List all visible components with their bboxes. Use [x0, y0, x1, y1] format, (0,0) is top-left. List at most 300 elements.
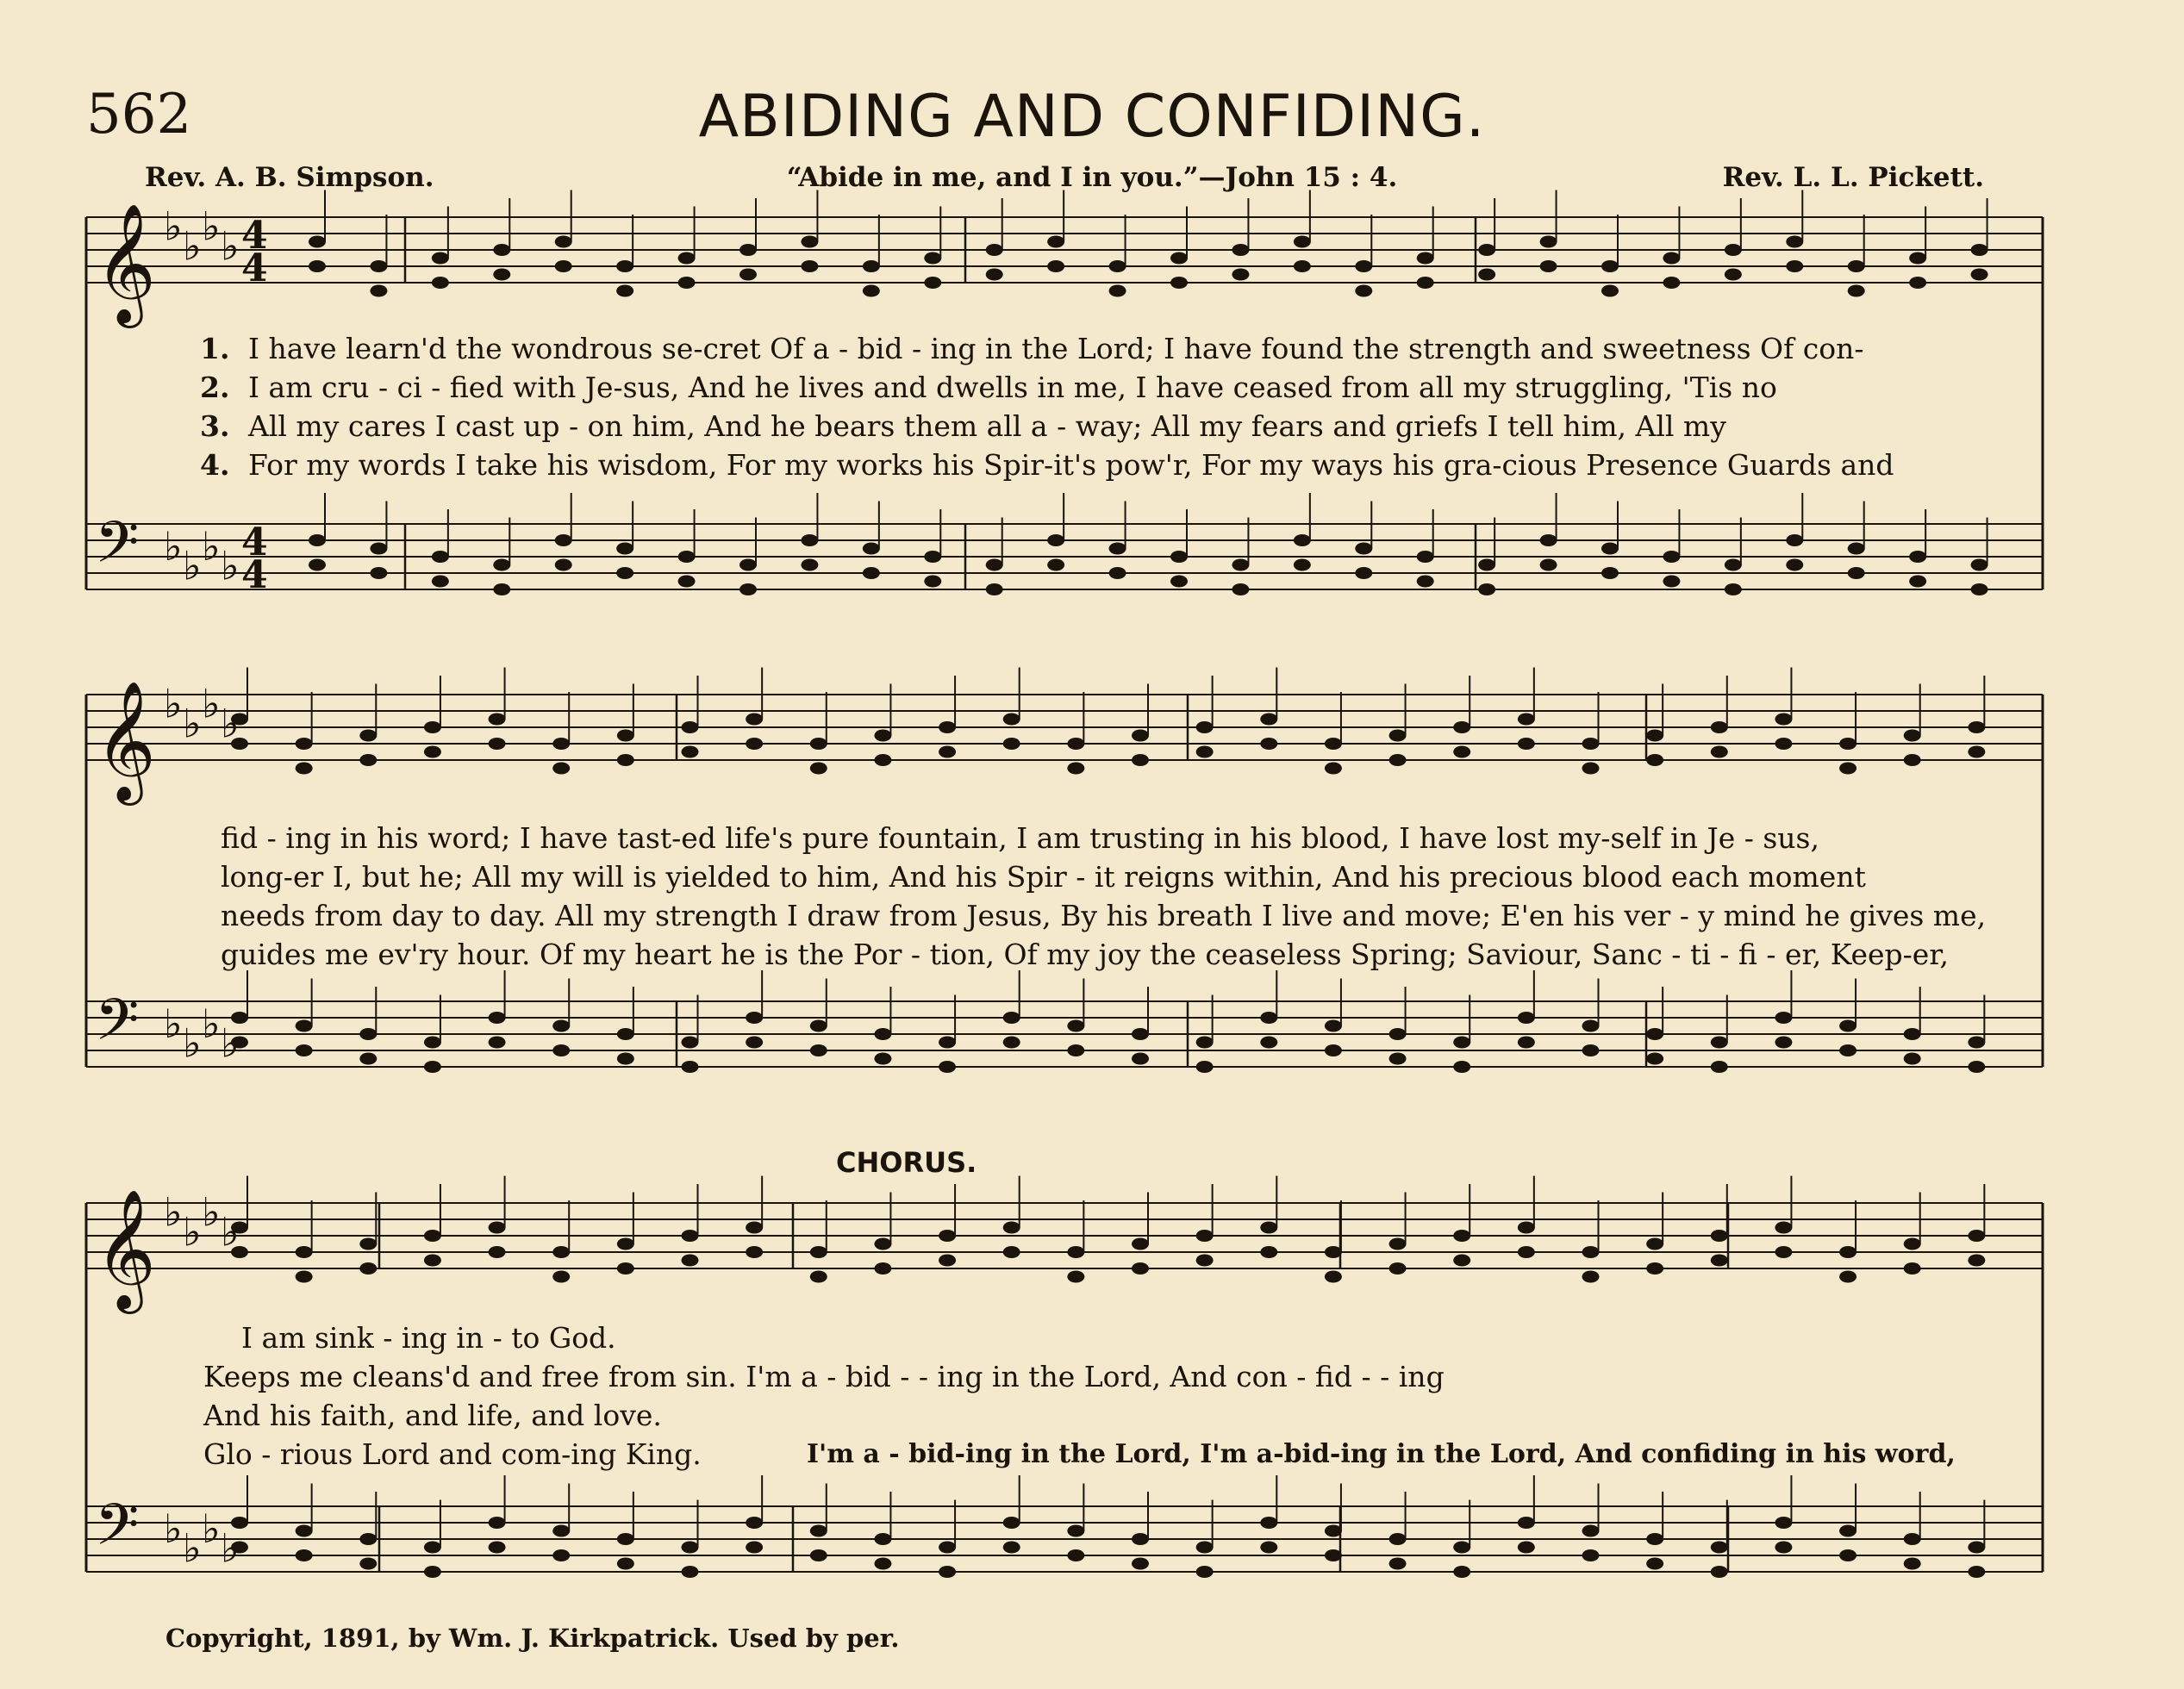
- note-head: [1646, 1028, 1663, 1040]
- note-head: [810, 738, 827, 750]
- note-head: [1582, 1549, 1600, 1561]
- note-head: [874, 1053, 891, 1065]
- note-head: [1711, 1230, 1728, 1242]
- flat-icon: ♭: [164, 1188, 183, 1236]
- note-head: [1389, 1558, 1407, 1570]
- note-head: [746, 738, 763, 750]
- note-head: [939, 1230, 956, 1242]
- flat-icon: ♭: [221, 1208, 240, 1256]
- note-head: [493, 244, 510, 256]
- note-head: [1839, 1246, 1856, 1258]
- note-head: [746, 1037, 763, 1049]
- note-head: [489, 1037, 506, 1049]
- note-head: [1453, 721, 1470, 733]
- note-head: [1582, 1271, 1600, 1283]
- note-head: [1971, 269, 1988, 281]
- note-head: [1909, 551, 1926, 563]
- flat-icon: ♭: [221, 1524, 240, 1572]
- note-head: [1909, 277, 1926, 289]
- note-head: [489, 1246, 506, 1258]
- note-head: [1711, 1061, 1728, 1073]
- note-head: [746, 1222, 763, 1234]
- note-head: [810, 1020, 827, 1032]
- note-head: [424, 1566, 441, 1578]
- note-head: [1260, 1037, 1277, 1049]
- verse-1-line-1: [200, 329, 1864, 368]
- note-head: [1196, 746, 1214, 758]
- flat-icon: ♭: [202, 1000, 221, 1047]
- note-head: [1132, 730, 1149, 742]
- verse-text: I am cru - ci - fied with Je-sus, And he lives and dwells in me, I have ceased from all my struggling, 'Tis no: [248, 371, 1777, 404]
- note-head: [810, 1525, 827, 1537]
- note-head: [1478, 559, 1495, 571]
- note-head: [1260, 1517, 1277, 1529]
- note-head: [1909, 252, 1926, 265]
- note-head: [1663, 551, 1680, 563]
- note-head: [810, 1271, 827, 1283]
- note-head: [1839, 1020, 1856, 1032]
- note-head: [1518, 1246, 1535, 1258]
- note-head: [1389, 1533, 1407, 1545]
- note-head: [309, 534, 326, 546]
- note-head: [874, 730, 891, 742]
- note-head: [617, 1028, 634, 1040]
- note-head: [1196, 1566, 1214, 1578]
- note-head: [552, 1525, 570, 1537]
- note-head: [1417, 252, 1434, 265]
- note-head: [432, 576, 449, 588]
- note-head: [1582, 763, 1600, 775]
- note-head: [1417, 551, 1434, 563]
- note-head: [746, 714, 763, 726]
- chorus-lyric-line: I'm a - bid-ing in the Lord, I'm a-bid-ing in the Lord, And confiding in his word,: [807, 1439, 1956, 1469]
- page-number: 562: [86, 83, 192, 146]
- note-head: [1003, 1246, 1020, 1258]
- note-head: [1968, 746, 1985, 758]
- note-head: [746, 1517, 763, 1529]
- note-head: [1786, 559, 1803, 571]
- note-head: [939, 1255, 956, 1267]
- copyright-notice: Copyright, 1891, by Wm. J. Kirkpatrick. Used by per.: [165, 1624, 900, 1653]
- note-head: [682, 1230, 699, 1242]
- note-head: [616, 543, 633, 555]
- note-head: [986, 559, 1003, 571]
- note-head: [370, 260, 387, 272]
- note-head: [682, 746, 699, 758]
- note-head: [1325, 738, 1342, 750]
- bass-clef-icon: 𝄢: [95, 509, 140, 589]
- note-head: [939, 746, 956, 758]
- note-head: [1968, 1566, 1985, 1578]
- note-head: [432, 252, 449, 265]
- note-head: [432, 551, 449, 563]
- note-head: [296, 1020, 313, 1032]
- treble-clef-icon: 𝄞: [95, 203, 156, 323]
- note-head: [1067, 1525, 1084, 1537]
- note-head: [1582, 1525, 1600, 1537]
- flat-icon: ♭: [183, 1019, 202, 1067]
- note-head: [1646, 754, 1663, 766]
- flat-icon: ♭: [202, 203, 221, 250]
- note-head: [986, 269, 1003, 281]
- note-head: [1196, 721, 1214, 733]
- note-head: [1132, 1238, 1149, 1250]
- note-head: [1904, 1533, 1921, 1545]
- note-head: [1786, 260, 1803, 272]
- note-head: [746, 1012, 763, 1024]
- note-head: [1132, 1262, 1149, 1275]
- flat-icon: ♭: [202, 1505, 221, 1552]
- verse-4-line-1: [200, 446, 1894, 484]
- note-head: [1601, 285, 1619, 297]
- note-head: [489, 1222, 506, 1234]
- note-head: [1196, 1542, 1214, 1554]
- time-signature: 4: [241, 520, 268, 564]
- note-head: [1453, 1255, 1470, 1267]
- note-head: [863, 567, 880, 579]
- note-head: [874, 1533, 891, 1545]
- note-head: [1294, 534, 1311, 546]
- note-head: [1909, 576, 1926, 588]
- note-head: [682, 1542, 699, 1554]
- verse-1-line-3: I am sink - ing in - to God.: [241, 1321, 616, 1355]
- note-head: [359, 1533, 377, 1545]
- note-head: [1646, 1262, 1663, 1275]
- note-head: [939, 1542, 956, 1554]
- note-head: [1003, 1542, 1020, 1554]
- verse-2-line-2: long-er I, but he; All my will is yielded to him, And his Spir - it reigns within, And his precious blood each moment: [221, 860, 1866, 894]
- note-head: [1067, 1020, 1084, 1032]
- note-head: [1260, 1542, 1277, 1554]
- note-head: [1839, 1549, 1856, 1561]
- verse-number: 1.: [200, 332, 230, 365]
- note-head: [1775, 738, 1792, 750]
- note-head: [1968, 1255, 1985, 1267]
- note-head: [1109, 543, 1126, 555]
- note-head: [1540, 260, 1557, 272]
- note-head: [489, 1517, 506, 1529]
- note-head: [616, 260, 633, 272]
- note-head: [1518, 1222, 1535, 1234]
- note-head: [863, 285, 880, 297]
- note-head: [1518, 1012, 1535, 1024]
- note-head: [746, 1542, 763, 1554]
- note-head: [1067, 763, 1084, 775]
- note-head: [424, 746, 441, 758]
- note-head: [424, 1037, 441, 1049]
- note-head: [1582, 1246, 1600, 1258]
- note-head: [1775, 1037, 1792, 1049]
- note-head: [1109, 567, 1126, 579]
- note-head: [1132, 1558, 1149, 1570]
- note-head: [1711, 1037, 1728, 1049]
- note-head: [1232, 244, 1249, 256]
- note-head: [1663, 576, 1680, 588]
- note-head: [296, 1246, 313, 1258]
- note-head: [1971, 244, 1988, 256]
- note-head: [986, 244, 1003, 256]
- note-head: [1968, 1542, 1985, 1554]
- note-head: [1848, 260, 1865, 272]
- note-head: [555, 534, 572, 546]
- flat-icon: ♭: [164, 522, 183, 570]
- note-head: [1067, 1549, 1084, 1561]
- note-head: [370, 543, 387, 555]
- note-head: [1839, 1525, 1856, 1537]
- note-head: [370, 567, 387, 579]
- note-head: [1775, 1012, 1792, 1024]
- note-head: [1968, 1061, 1985, 1073]
- note-head: [309, 260, 326, 272]
- note-head: [370, 285, 387, 297]
- note-head: [296, 1525, 313, 1537]
- note-head: [874, 1262, 891, 1275]
- note-head: [1725, 269, 1742, 281]
- note-head: [682, 1255, 699, 1267]
- note-head: [874, 1558, 891, 1570]
- note-head: [489, 1542, 506, 1554]
- time-signature: 4: [241, 553, 268, 597]
- note-head: [424, 1230, 441, 1242]
- note-head: [1968, 721, 1985, 733]
- note-head: [493, 269, 510, 281]
- note-head: [617, 1533, 634, 1545]
- note-head: [1003, 1517, 1020, 1529]
- note-head: [874, 1028, 891, 1040]
- hymn-title: ABIDING AND CONFIDING.: [698, 83, 1486, 151]
- note-head: [924, 277, 941, 289]
- note-head: [1582, 1020, 1600, 1032]
- note-head: [1355, 260, 1372, 272]
- note-head: [1968, 1037, 1985, 1049]
- note-head: [1839, 763, 1856, 775]
- note-head: [1389, 1262, 1407, 1275]
- note-head: [1540, 559, 1557, 571]
- note-head: [810, 1044, 827, 1056]
- note-head: [1711, 1566, 1728, 1578]
- bass-clef-icon: 𝄢: [95, 987, 140, 1067]
- note-head: [939, 1061, 956, 1073]
- note-head: [739, 244, 757, 256]
- note-head: [552, 1549, 570, 1561]
- note-head: [1067, 1246, 1084, 1258]
- note-head: [1109, 260, 1126, 272]
- note-head: [1232, 583, 1249, 595]
- note-head: [296, 763, 313, 775]
- lyricist-credit: Rev. A. B. Simpson.: [145, 162, 434, 193]
- note-head: [1003, 738, 1020, 750]
- note-head: [1355, 543, 1372, 555]
- note-head: [493, 559, 510, 571]
- note-head: [682, 1061, 699, 1073]
- note-head: [1047, 534, 1064, 546]
- note-head: [1968, 1230, 1985, 1242]
- note-head: [1725, 583, 1742, 595]
- note-head: [1294, 559, 1311, 571]
- note-head: [617, 1238, 634, 1250]
- note-head: [1003, 1012, 1020, 1024]
- flat-icon: ♭: [183, 222, 202, 270]
- note-head: [1775, 1246, 1792, 1258]
- note-head: [682, 1037, 699, 1049]
- verse-number: 4.: [200, 448, 230, 482]
- note-head: [1325, 1044, 1342, 1056]
- note-head: [1775, 1517, 1792, 1529]
- flat-icon: ♭: [183, 1524, 202, 1572]
- note-head: [1646, 1558, 1663, 1570]
- note-head: [1848, 285, 1865, 297]
- note-head: [1601, 567, 1619, 579]
- note-head: [1646, 1533, 1663, 1545]
- note-head: [616, 567, 633, 579]
- note-head: [1725, 244, 1742, 256]
- note-head: [1003, 714, 1020, 726]
- note-head: [424, 721, 441, 733]
- note-head: [552, 763, 570, 775]
- note-head: [555, 260, 572, 272]
- scripture-epigraph: “Abide in me, and I in you.”—John 15 : 4.: [786, 162, 1398, 193]
- note-head: [924, 576, 941, 588]
- note-head: [924, 252, 941, 265]
- note-head: [552, 1044, 570, 1056]
- note-head: [1325, 763, 1342, 775]
- flat-icon: ♭: [202, 680, 221, 727]
- note-head: [1646, 730, 1663, 742]
- note-head: [801, 260, 818, 272]
- note-head: [1453, 1566, 1470, 1578]
- note-head: [489, 714, 506, 726]
- note-head: [296, 1549, 313, 1561]
- note-head: [359, 1558, 377, 1570]
- note-head: [359, 730, 377, 742]
- note-head: [1132, 1053, 1149, 1065]
- note-head: [739, 269, 757, 281]
- note-head: [1478, 269, 1495, 281]
- note-head: [678, 277, 696, 289]
- note-head: [939, 1037, 956, 1049]
- note-head: [1663, 252, 1680, 265]
- note-head: [986, 583, 1003, 595]
- note-head: [739, 583, 757, 595]
- note-head: [1786, 236, 1803, 248]
- note-head: [1786, 534, 1803, 546]
- note-head: [863, 543, 880, 555]
- note-head: [1971, 583, 1988, 595]
- note-head: [1325, 1525, 1342, 1537]
- note-head: [810, 763, 827, 775]
- flat-icon: ♭: [202, 1188, 221, 1236]
- note-head: [1170, 252, 1188, 265]
- note-head: [1196, 1255, 1214, 1267]
- chorus-label: CHORUS.: [836, 1146, 977, 1179]
- note-head: [801, 236, 818, 248]
- note-head: [810, 1549, 827, 1561]
- note-head: [1904, 1558, 1921, 1570]
- note-head: [1848, 567, 1865, 579]
- note-head: [1196, 1230, 1214, 1242]
- note-head: [1389, 754, 1407, 766]
- note-head: [1839, 1044, 1856, 1056]
- note-head: [552, 738, 570, 750]
- note-head: [1232, 559, 1249, 571]
- note-head: [1904, 1262, 1921, 1275]
- note-head: [924, 551, 941, 563]
- verse-3-line-3: And his faith, and life, and love.: [203, 1399, 662, 1432]
- note-head: [1355, 567, 1372, 579]
- note-head: [1646, 1238, 1663, 1250]
- note-head: [678, 252, 696, 265]
- note-head: [1711, 1255, 1728, 1267]
- note-head: [1260, 738, 1277, 750]
- note-head: [1904, 1028, 1921, 1040]
- note-head: [1518, 714, 1535, 726]
- note-head: [1518, 1542, 1535, 1554]
- note-head: [1839, 738, 1856, 750]
- note-head: [1711, 746, 1728, 758]
- verse-4-line-2: guides me ev'ry hour. Of my heart he is the Por - tion, Of my joy the ceaseless Spring; Saviour, Sanc - ti - fi - er, Keep-er,: [221, 938, 1949, 971]
- note-head: [1518, 1517, 1535, 1529]
- note-head: [1355, 285, 1372, 297]
- note-head: [1775, 714, 1792, 726]
- note-head: [359, 1238, 377, 1250]
- note-head: [296, 1271, 313, 1283]
- note-head: [617, 1558, 634, 1570]
- note-head: [359, 754, 377, 766]
- note-head: [939, 1566, 956, 1578]
- note-head: [1540, 236, 1557, 248]
- note-head: [1389, 1028, 1407, 1040]
- note-head: [617, 730, 634, 742]
- note-head: [1646, 1053, 1663, 1065]
- verse-text: I have learn'd the wondrous se-cret Of a - bid - ing in the Lord; I have found the strength and sweetness Of con-: [248, 332, 1864, 365]
- note-head: [1453, 746, 1470, 758]
- note-head: [1971, 559, 1988, 571]
- note-head: [1601, 543, 1619, 555]
- note-head: [1725, 559, 1742, 571]
- note-head: [1904, 730, 1921, 742]
- note-head: [1067, 738, 1084, 750]
- note-head: [555, 236, 572, 248]
- note-head: [1232, 269, 1249, 281]
- verse-number: 3.: [200, 409, 230, 443]
- note-head: [1109, 285, 1126, 297]
- flat-icon: ♭: [221, 700, 240, 747]
- note-head: [1003, 1222, 1020, 1234]
- note-head: [1453, 1542, 1470, 1554]
- note-head: [1047, 559, 1064, 571]
- note-head: [424, 1542, 441, 1554]
- note-head: [1067, 1271, 1084, 1283]
- note-head: [359, 1028, 377, 1040]
- note-head: [552, 1246, 570, 1258]
- flat-icon: ♭: [164, 680, 183, 727]
- flat-icon: ♭: [221, 1019, 240, 1067]
- note-head: [1663, 277, 1680, 289]
- note-head: [1325, 1271, 1342, 1283]
- note-head: [555, 559, 572, 571]
- note-head: [1904, 1238, 1921, 1250]
- note-head: [1478, 244, 1495, 256]
- note-head: [863, 260, 880, 272]
- note-head: [682, 721, 699, 733]
- note-head: [617, 1053, 634, 1065]
- note-head: [1453, 1061, 1470, 1073]
- time-signature: 4: [241, 246, 268, 290]
- note-head: [1389, 1053, 1407, 1065]
- note-head: [1711, 721, 1728, 733]
- verse-text: All my cares I cast up - on him, And he bears them all a - way; All my fears and griefs I tell him, All my: [248, 409, 1726, 443]
- verse-2-line-3: Keeps me cleans'd and free from sin. I'm a - bid - - ing in the Lord, And con - fid - - ing: [203, 1360, 1445, 1393]
